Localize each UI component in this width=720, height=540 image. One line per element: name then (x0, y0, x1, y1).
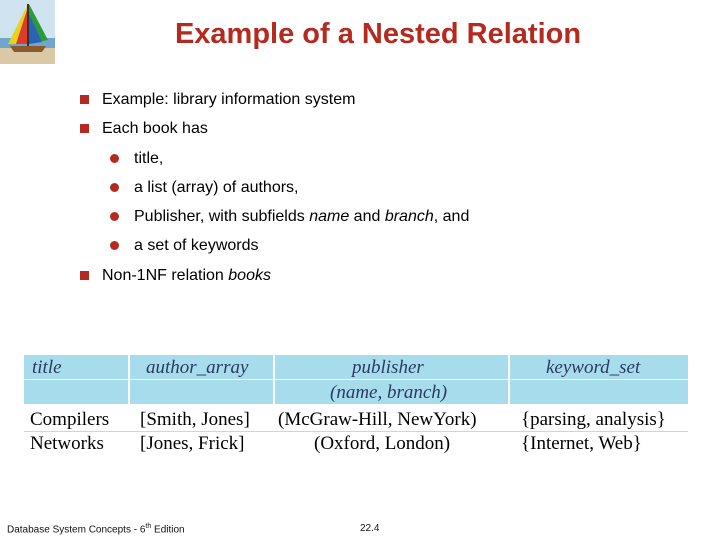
sub-bullet-item (80, 207, 469, 236)
footer-superscript: th (145, 523, 152, 530)
footer-edition-text: Edition (151, 524, 185, 536)
bullet-list (80, 90, 469, 295)
table-cell: [Jones, Frick] (140, 433, 245, 454)
table-cell: Networks (30, 433, 104, 454)
row-divider (24, 404, 688, 407)
column-header-keyword-set: keyword_set (546, 357, 641, 378)
footer-course-text: Database System Concepts - 6 (7, 524, 146, 536)
nested-relation-table (24, 355, 688, 457)
sub-bullet-item (80, 149, 469, 178)
sub-bullet-text: a set of keywords (134, 237, 259, 255)
table-cell: (McGraw-Hill, NewYork) (278, 409, 477, 430)
branch-term: branch (384, 208, 434, 226)
column-header-publisher: publisher (352, 357, 424, 378)
table-cell: {Internet, Web} (521, 433, 642, 454)
round-bullet-icon (110, 241, 119, 250)
sub-bullet-item (80, 236, 469, 265)
bullet-item (80, 90, 469, 119)
publisher-suffix: , and (433, 208, 470, 226)
table-cell: Compilers (30, 409, 110, 430)
row-divider (24, 379, 688, 380)
square-bullet-icon (80, 124, 89, 133)
bullet-text: Example: library information system (102, 91, 356, 108)
round-bullet-icon (110, 183, 119, 192)
books-term: books (228, 266, 271, 284)
and-text: and (349, 208, 385, 226)
round-bullet-icon (110, 154, 119, 163)
publisher-text: Publisher, with subfields (134, 208, 310, 226)
square-bullet-icon (80, 95, 89, 104)
footer-course (7, 523, 185, 535)
column-header-title: title (32, 357, 62, 378)
table-cell: (Oxford, London) (314, 433, 451, 454)
sub-bullet-text: title, (134, 149, 164, 167)
sub-bullet-text: a list (array) of authors, (134, 178, 299, 196)
slide-title: Example of a Nested Relation (174, 18, 582, 50)
name-term: name (309, 208, 350, 226)
publisher-subheader: (name, branch) (330, 382, 448, 403)
page-number: 22.4 (360, 523, 380, 534)
table-cell: {parsing, analysis} (521, 409, 666, 430)
bullet-item (80, 119, 469, 148)
table-cell: [Smith, Jones] (140, 409, 250, 430)
square-bullet-icon (80, 271, 89, 280)
bullet-item (80, 266, 469, 295)
bullet-text: Each book has (102, 120, 208, 138)
round-bullet-icon (110, 212, 119, 221)
column-header-author-array: author_array (146, 357, 249, 378)
sub-bullet-item (80, 178, 469, 207)
nonnf-text: Non-1NF relation (102, 266, 229, 284)
